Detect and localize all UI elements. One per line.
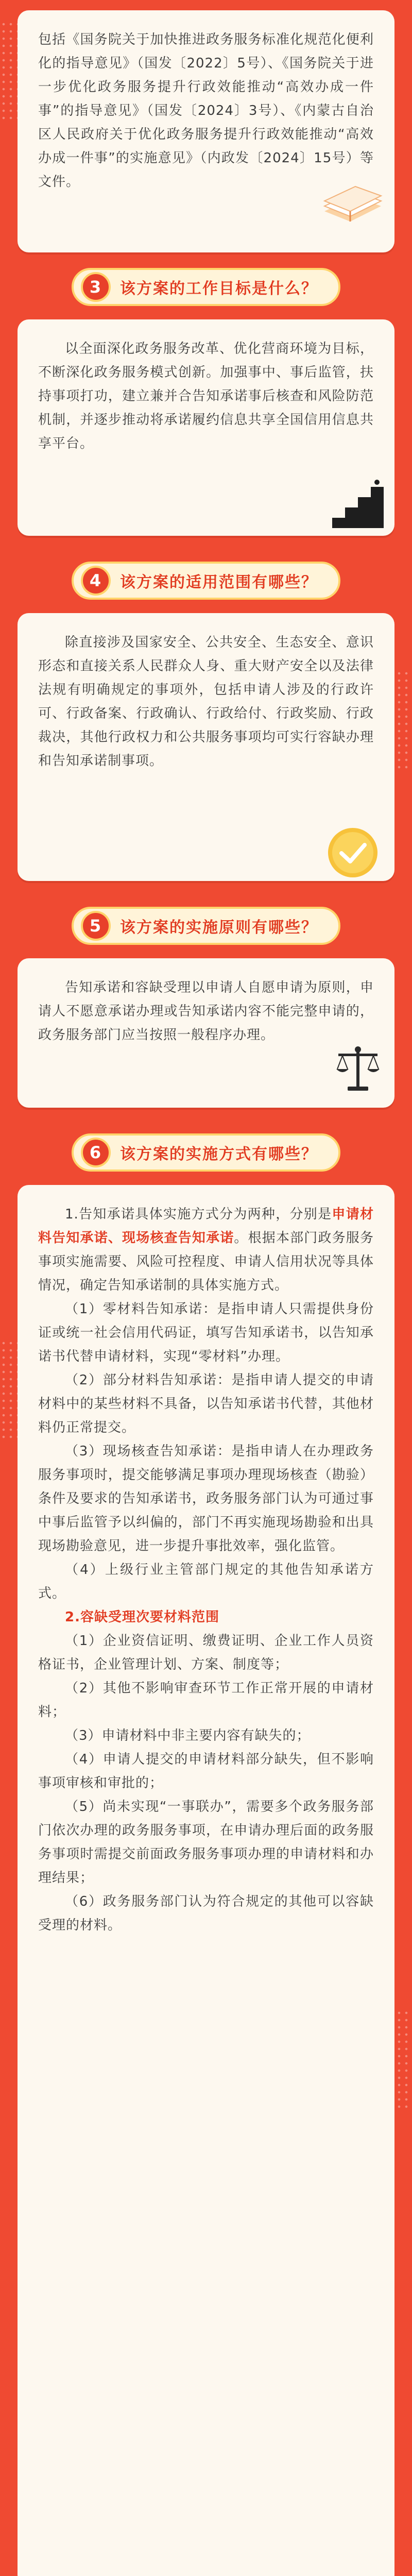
list-item: （2）其他不影响审查环节工作正常开展的申请材料； [38,1681,374,1720]
section-number: 5 [81,911,111,941]
list-item: （3）现场核查告知承诺：是指申请人在办理政务服务事项时，提交能够满足事项办理现场核查（勘验）条件及要求的告知承诺书，政务服务部门认为可通过事中事后监管予以纠偏的，部门不再实施现场勘验和出具现场勘验意见，进一步提升事批效率，强化监管。 [38,1444,374,1554]
list-item: （6）政务服务部门认为符合规定的其他可以容缺受理的材料。 [38,1894,374,1933]
section-3-header [72,268,340,306]
list-item: （3）申请材料中非主要内容有缺失的； [65,1728,311,1743]
sub-heading: 2.容缺受理次要材料范围 [65,1609,219,1625]
section-number: 3 [81,272,111,302]
list-item: （1）零材料告知承诺：是指申请人只需提供身份证或统一社会信用代码证，填写告知承诺书，以告知承诺书代替申请材料，实现“零材料”办理。 [38,1301,374,1364]
list-item: （5）尚未实现“一事联办”，需要多个政务服务部门依次办理的政务服务事项，在申请办理后面的政务服务事项时需提交前面政务服务事项办理的申请材料和办理结果； [38,1799,374,1886]
section-paragraph: 告知承诺和容缺受理以申请人自愿申请为原则，申请人不愿意承诺办理或告知承诺内容不能完整申请的，政务服务部门应当按照一般程序办理。 [38,980,374,1043]
intro-text: 包括《国务院关于加快推进政务服务标准化规范化便利化的指导意见》（国发〔2022〕5号）、《国务院关于进一步优化政务服务提升行政效能推动“高效办成一件事”的指导意见》（国发〔2024〕3号）、《内蒙古自治区人民政府关于优化政务服务提升行政效能推动“高效办成一件事”的实施意见》（内政发〔2024〕15号）等文件。 [38,32,374,190]
check-badge-icon [324,824,381,883]
section-6-card [18,1185,394,2576]
section-number: 6 [81,1138,111,1167]
section-5-header [72,907,340,945]
section-title: 该方案的工作目标是什么？ [120,280,318,298]
section-4-header [72,562,340,600]
scales-icon [332,1043,384,1097]
section-title: 该方案的适用范围有哪些？ [120,573,318,591]
list-item: （1）企业资信证明、缴费证明、企业工作人员资格证书，企业管理计划、方案、制度等； [38,1633,374,1672]
section-title: 该方案的实施原则有哪些？ [120,919,318,937]
list-item: （4）申请人提交的申请材料部分缺失，但不影响事项审核和审批的； [38,1752,374,1791]
text-run: 。根据本部门政务服务事项实施需要、风险可控程度、申请人信用状况等具体情况，确定告知承诺制的具体实施方式。 [38,1230,374,1293]
book-icon [319,170,386,229]
text-run: 1.告知承诺具体实施方式分为两种，分别是 [65,1207,332,1222]
list-item: （2）部分材料告知承诺：是指申请人提交的申请材料中的某些材料不具备，以告知承诺书代替，其他材料仍正常提交。 [38,1372,374,1435]
section-paragraph: 以全面深化政务服务改革、优化营商环境为目标，不断深化政务服务模式创新。加强事中、事后监管，扶持事项打功，建立兼并合告知承诺事后核查和风险防范机制，并逐步推动将承诺履约信息共享全国信用信息共享平台。 [38,341,374,451]
section-6-header [72,1133,340,1172]
section-paragraph: 除直接涉及国家安全、公共安全、生态安全、意识形态和直接关系人民群众人身、重大财产安全以及法律法规有明确规定的事项外，包括申请人涉及的行政许可、行政备案、行政确认、行政给付、行政奖励、行政裁决，其他行政权力和公共服务事项均可实行容缺办理和告知承诺制事项。 [38,635,374,769]
section-number: 4 [81,566,111,596]
list-item: （4）上级行业主管部门规定的其他告知承诺方式。 [38,1562,374,1601]
highlight-text: 申请材料告知承诺、现场核查告知承诺 [38,1207,374,1246]
section-paragraph [38,1202,374,1297]
stairs-icon [330,479,386,533]
section-title: 该方案的实施方式有哪些？ [120,1145,318,1163]
